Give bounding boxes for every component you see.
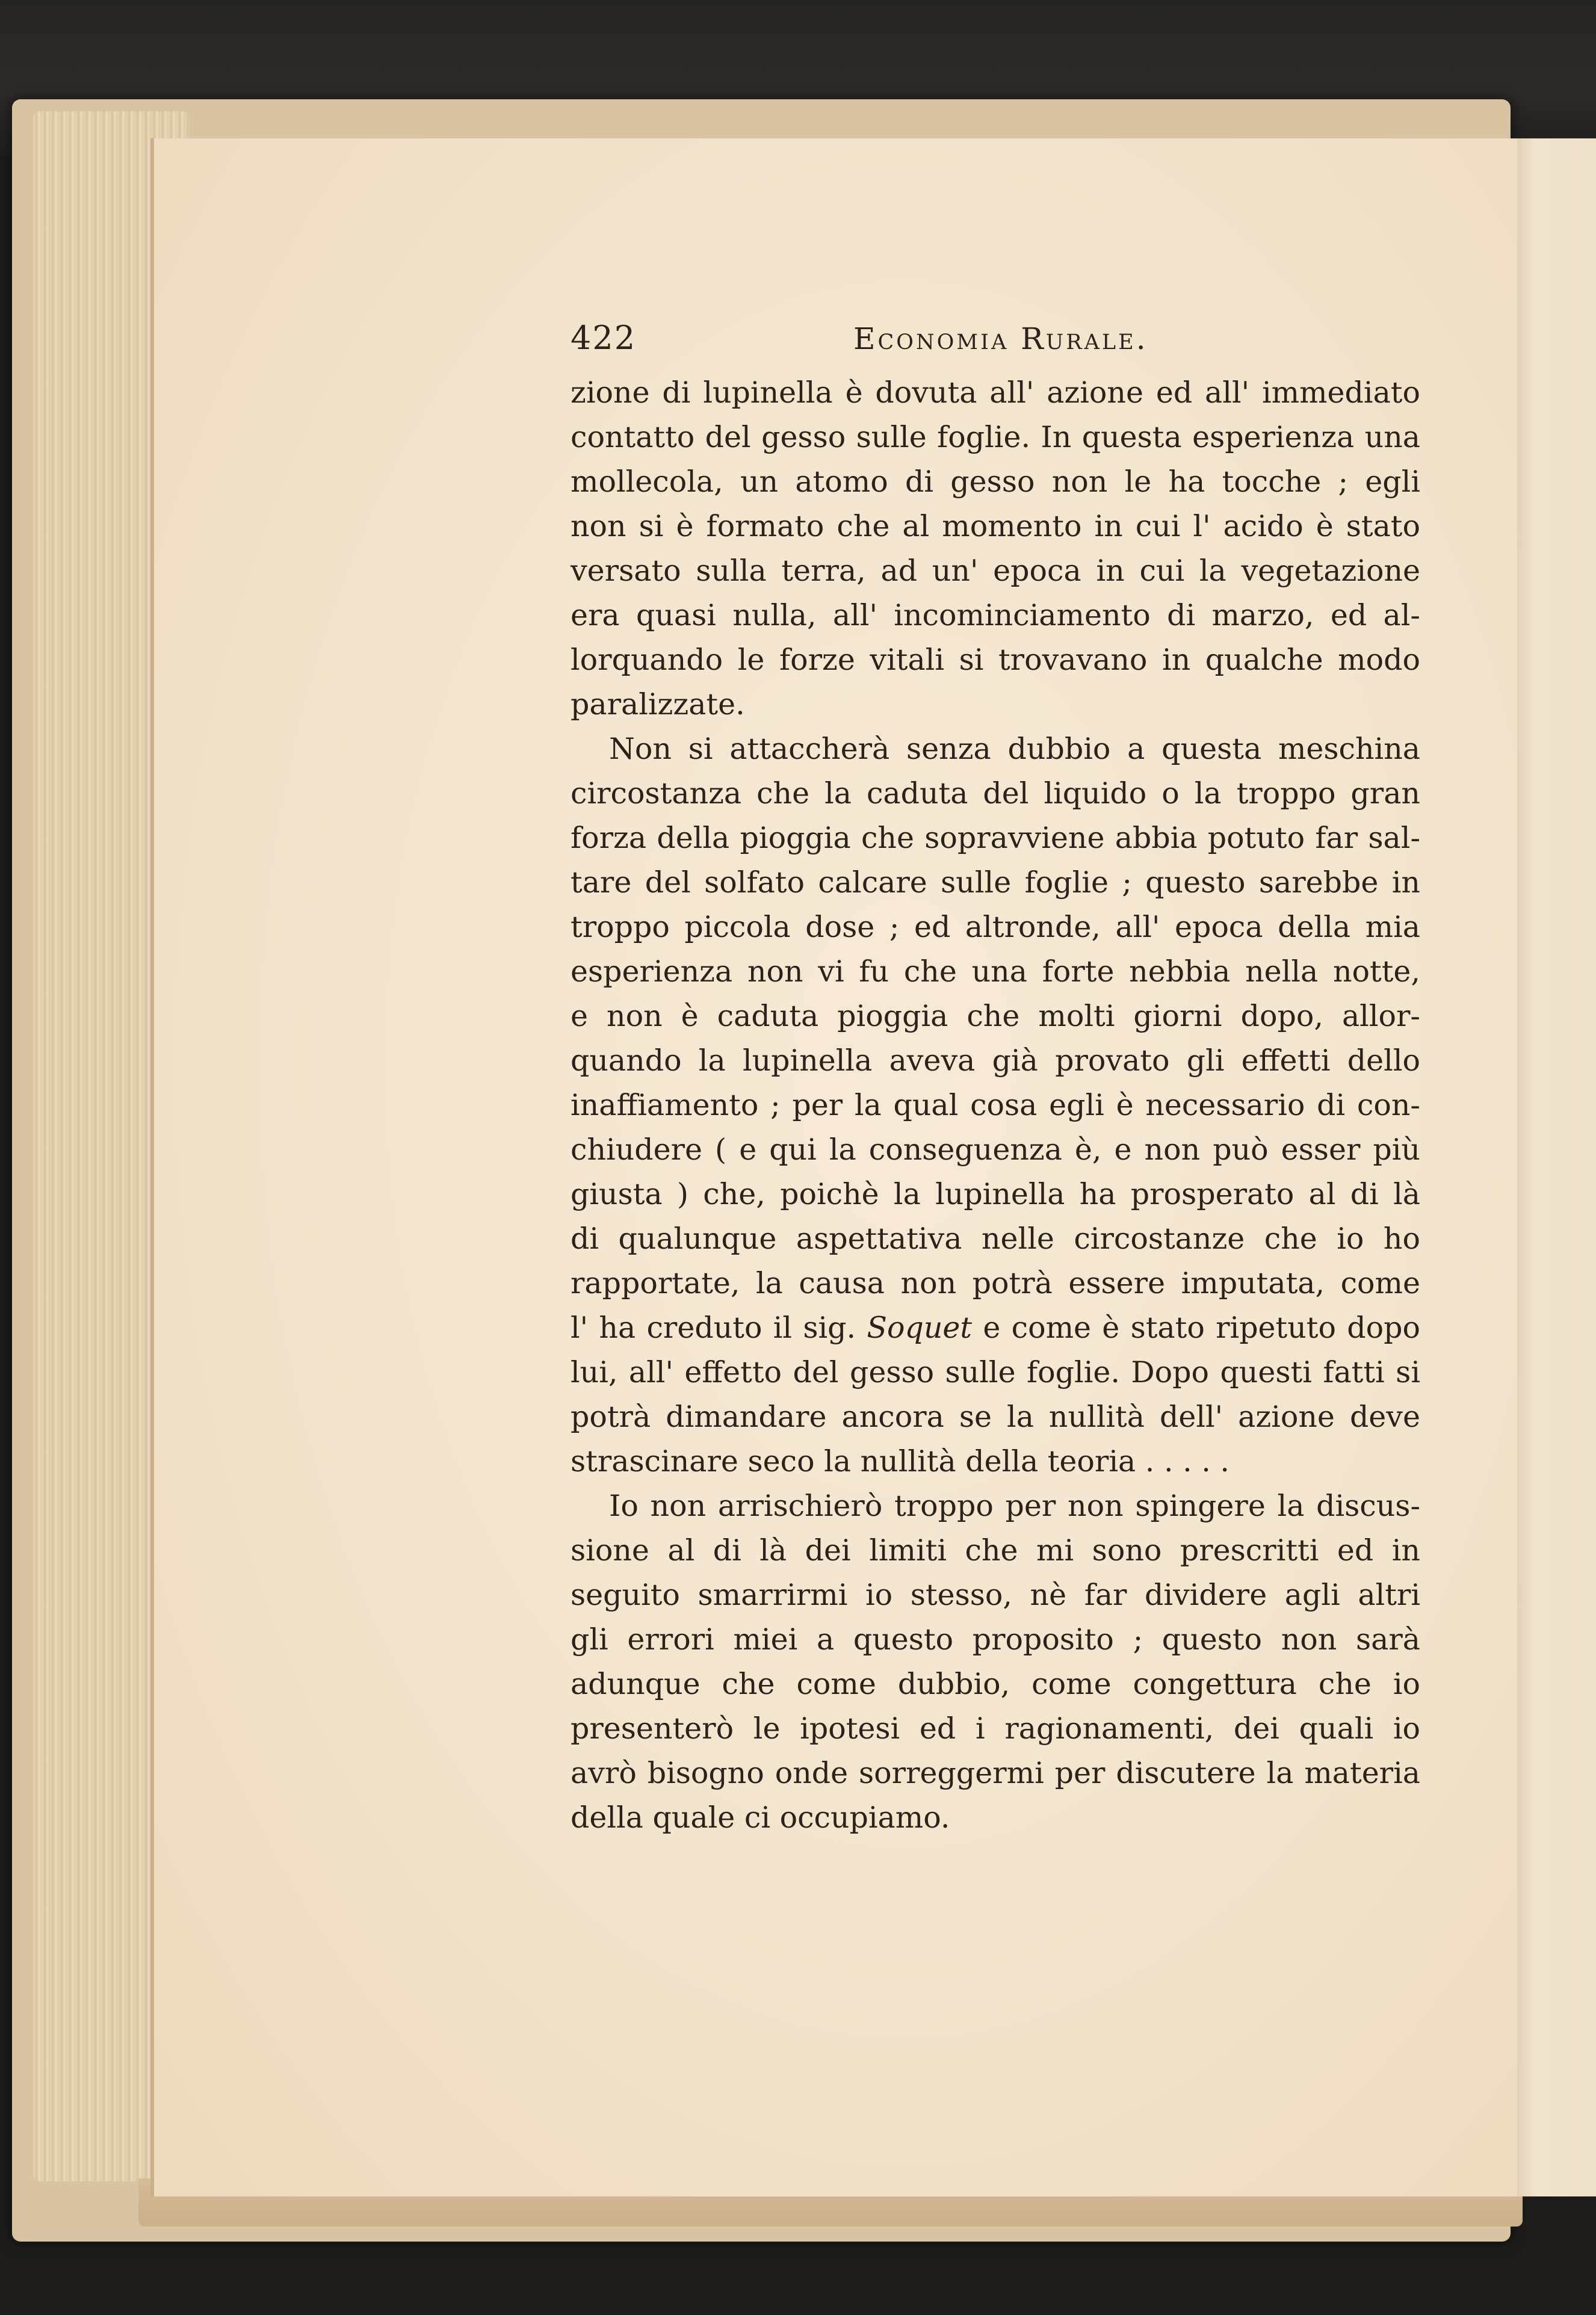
page-number: 422 [571, 319, 637, 357]
text-line: era quasi nulla, all' incominciamento di marzo, ed al- [571, 598, 1420, 632]
text-segment: l' ha creduto il sig. [571, 1311, 856, 1345]
text-line: troppo piccola dose ; ed altronde, all' epoca della mia [571, 910, 1420, 944]
text-line: Non si attaccherà senza dubbio a questa meschina [609, 732, 1420, 766]
text-line: zione di lupinella è dovuta all' azione ed all' immediato [571, 376, 1420, 410]
text-line: della quale ci occupiamo. [571, 1800, 950, 1835]
text-line: contatto del gesso sulle foglie. In questa esperienza una [571, 420, 1420, 454]
text-line: esperienza non vi fu che una forte nebbia nella notte, [571, 954, 1420, 989]
text-line: adunque che come dubbio, come congettura che io [571, 1667, 1420, 1701]
text-line: tare del solfato calcare sulle foglie ; questo sarebbe in [571, 865, 1420, 900]
text-line: giusta ) che, poichè la lupinella ha prosperato al di là [571, 1177, 1420, 1211]
text-line: chiudere ( e qui la conseguenza è, e non può esser più [571, 1133, 1420, 1167]
running-head [571, 319, 1419, 373]
text-line: inaffiamento ; per la qual cosa egli è necessario di con- [571, 1088, 1420, 1122]
text-line: versato sulla terra, ad un' epoca in cui la vegetazione [571, 554, 1420, 588]
text-line: potrà dimandare ancora se la nullità dell' azione deve [571, 1400, 1420, 1434]
text-line-mixed [571, 1306, 1420, 1350]
text-line: presenterò le ipotesi ed i ragionamenti, dei quali io [571, 1711, 1420, 1746]
text-line: avrò bisogno onde sorreggermi per discutere la materia [571, 1756, 1420, 1790]
text-line: non si è formato che al momento in cui l' acido è stato [571, 509, 1420, 543]
text-line: strascinare seco la nullità della teoria . . . . . [571, 1444, 1229, 1479]
text-line: e non è caduta pioggia che molti giorni dopo, allor- [571, 999, 1420, 1033]
italic-name: Soquet [867, 1311, 973, 1345]
text-line: paralizzate. [571, 687, 745, 722]
text-line: mollecola, un atomo di gesso non le ha tocche ; egli [571, 465, 1420, 499]
text-line: lorquando le forze vitali si trovavano in qualche modo [571, 643, 1420, 677]
text-line: di qualunque aspettativa nelle circostanze che io ho [571, 1222, 1420, 1256]
body-text [571, 371, 1420, 1840]
text-line: rapportate, la causa non potrà essere imputata, come [571, 1266, 1420, 1300]
text-line: seguito smarrirmi io stesso, nè far dividere agli altri [571, 1578, 1420, 1612]
text-segment: e come è stato ripetuto dopo [983, 1311, 1421, 1345]
text-line: quando la lupinella aveva già provato gli effetti dello [571, 1043, 1420, 1078]
running-title: Economia Rurale. [853, 321, 1148, 356]
text-line: lui, all' effetto del gesso sulle foglie. Dopo questi fatti si [571, 1355, 1420, 1389]
text-line: Io non arrischierò troppo per non spingere la discus- [609, 1489, 1420, 1523]
text-line: circostanza che la caduta del liquido o la troppo gran [571, 776, 1420, 811]
text-line: forza della pioggia che sopravviene abbia potuto far sal- [571, 821, 1420, 855]
text-line: gli errori miei a questo proposito ; questo non sarà [571, 1622, 1420, 1657]
text-line: sione al di là dei limiti che mi sono prescritti ed in [571, 1533, 1420, 1568]
